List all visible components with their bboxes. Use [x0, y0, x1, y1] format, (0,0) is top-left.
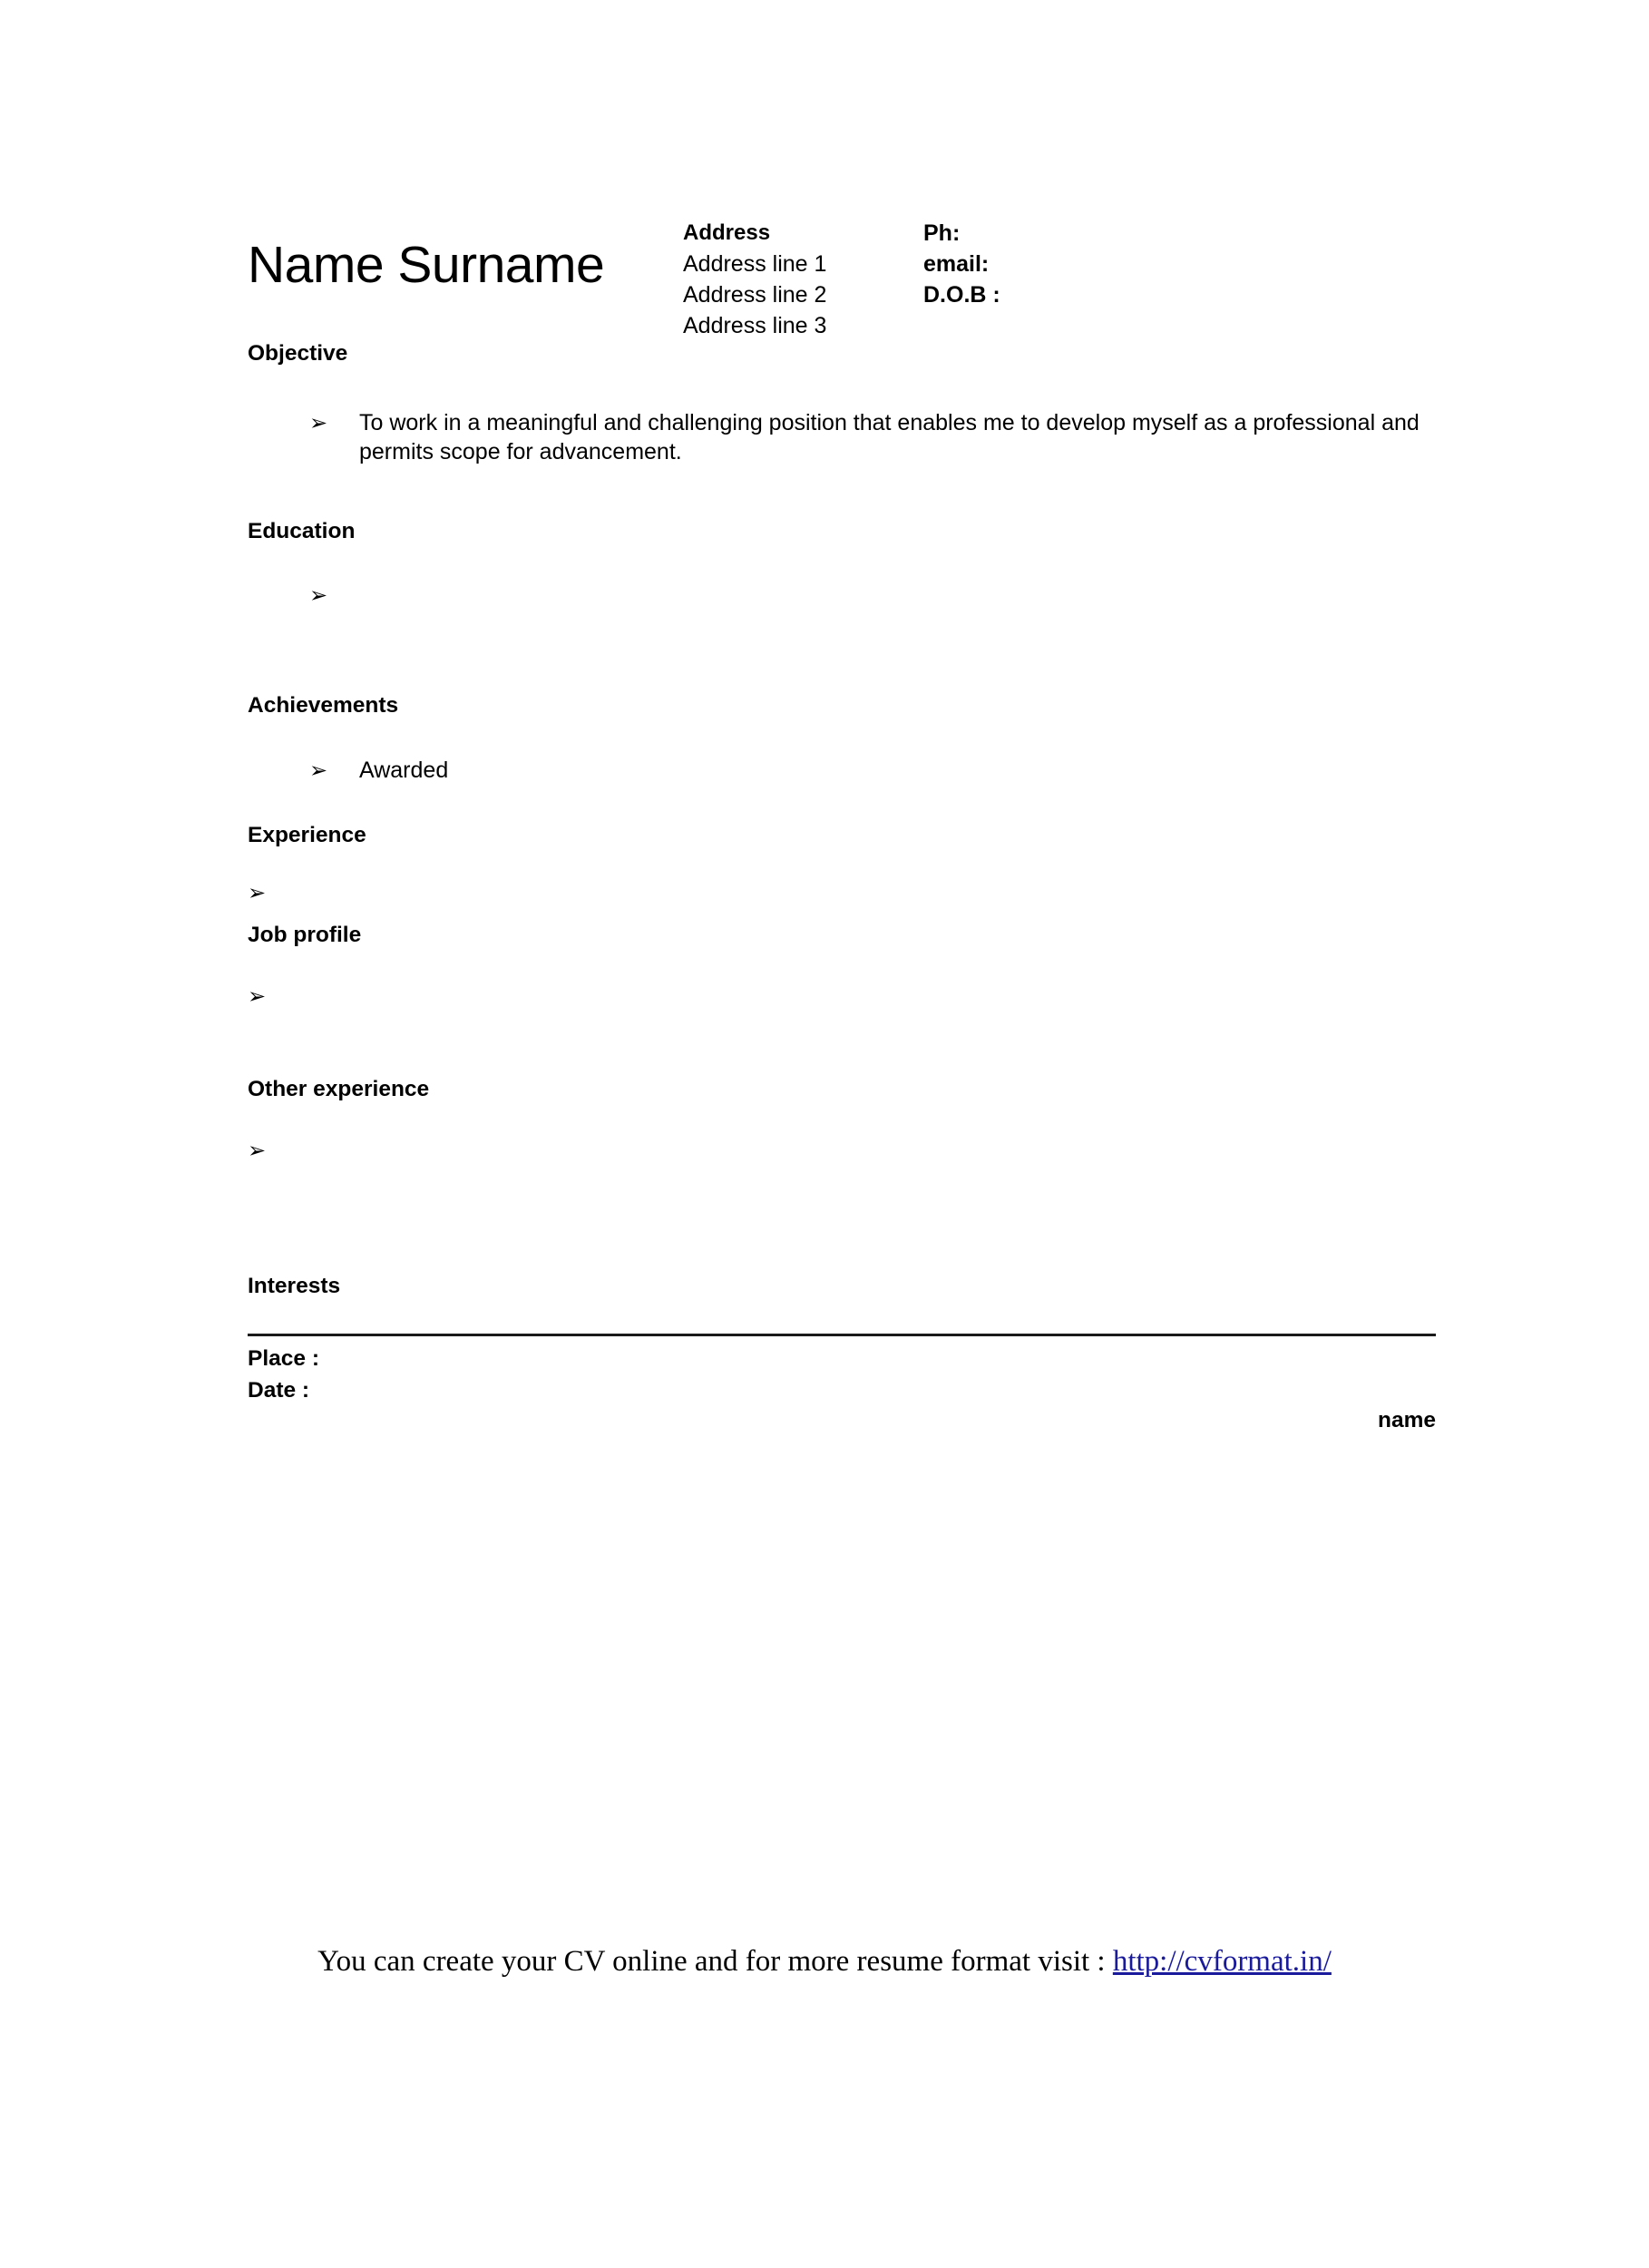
arrow-bullet-icon: ➢	[309, 582, 328, 608]
page-title: Name Surname	[248, 236, 605, 294]
address-line-2: Address line 2	[683, 282, 827, 308]
address-heading: Address	[683, 220, 771, 245]
other-experience-bullet-item	[248, 1136, 275, 1165]
section-heading-education: Education	[248, 519, 356, 543]
arrow-bullet-icon: ➢	[248, 880, 267, 905]
place-label: Place :	[248, 1346, 319, 1371]
section-heading-achievements: Achievements	[248, 693, 399, 718]
section-heading-job-profile: Job profile	[248, 923, 362, 947]
arrow-bullet-icon: ➢	[248, 983, 267, 1009]
experience-bullet-item	[248, 878, 275, 907]
objective-bullet-item	[309, 408, 1448, 466]
address-line-1: Address line 1	[683, 251, 827, 277]
dob-label: D.O.B :	[923, 282, 1000, 308]
date-label: Date :	[248, 1378, 310, 1403]
education-bullet-item	[309, 581, 359, 610]
address-line-3: Address line 3	[683, 313, 827, 338]
phone-label: Ph:	[923, 220, 961, 246]
section-heading-other-experience: Other experience	[248, 1077, 430, 1101]
arrow-bullet-icon: ➢	[309, 758, 328, 783]
address-block	[683, 216, 923, 341]
signature-name-label: name	[1377, 1408, 1436, 1432]
contact-block	[923, 216, 1000, 310]
cvformat-link[interactable]: http://cvformat.in/	[1112, 1945, 1332, 1978]
footer-note	[0, 1944, 1649, 1980]
footer-text: You can create your CV online and for more resume format visit :	[317, 1945, 1113, 1978]
header-block	[248, 216, 1445, 341]
arrow-bullet-icon: ➢	[309, 410, 328, 435]
section-heading-interests: Interests	[248, 1274, 341, 1298]
section-heading-objective: Objective	[248, 341, 348, 366]
job-profile-bullet-item	[248, 982, 275, 1011]
achievements-text: Awarded	[359, 758, 449, 783]
arrow-bullet-icon: ➢	[248, 1138, 267, 1163]
achievements-bullet-item	[309, 756, 448, 785]
email-label: email:	[923, 251, 990, 277]
objective-text: To work in a meaningful and challenging position that enables me to develop myself as a professional and permits scope for advancement.	[359, 410, 1420, 464]
signature-divider	[248, 1334, 1436, 1336]
section-heading-experience: Experience	[248, 823, 366, 847]
